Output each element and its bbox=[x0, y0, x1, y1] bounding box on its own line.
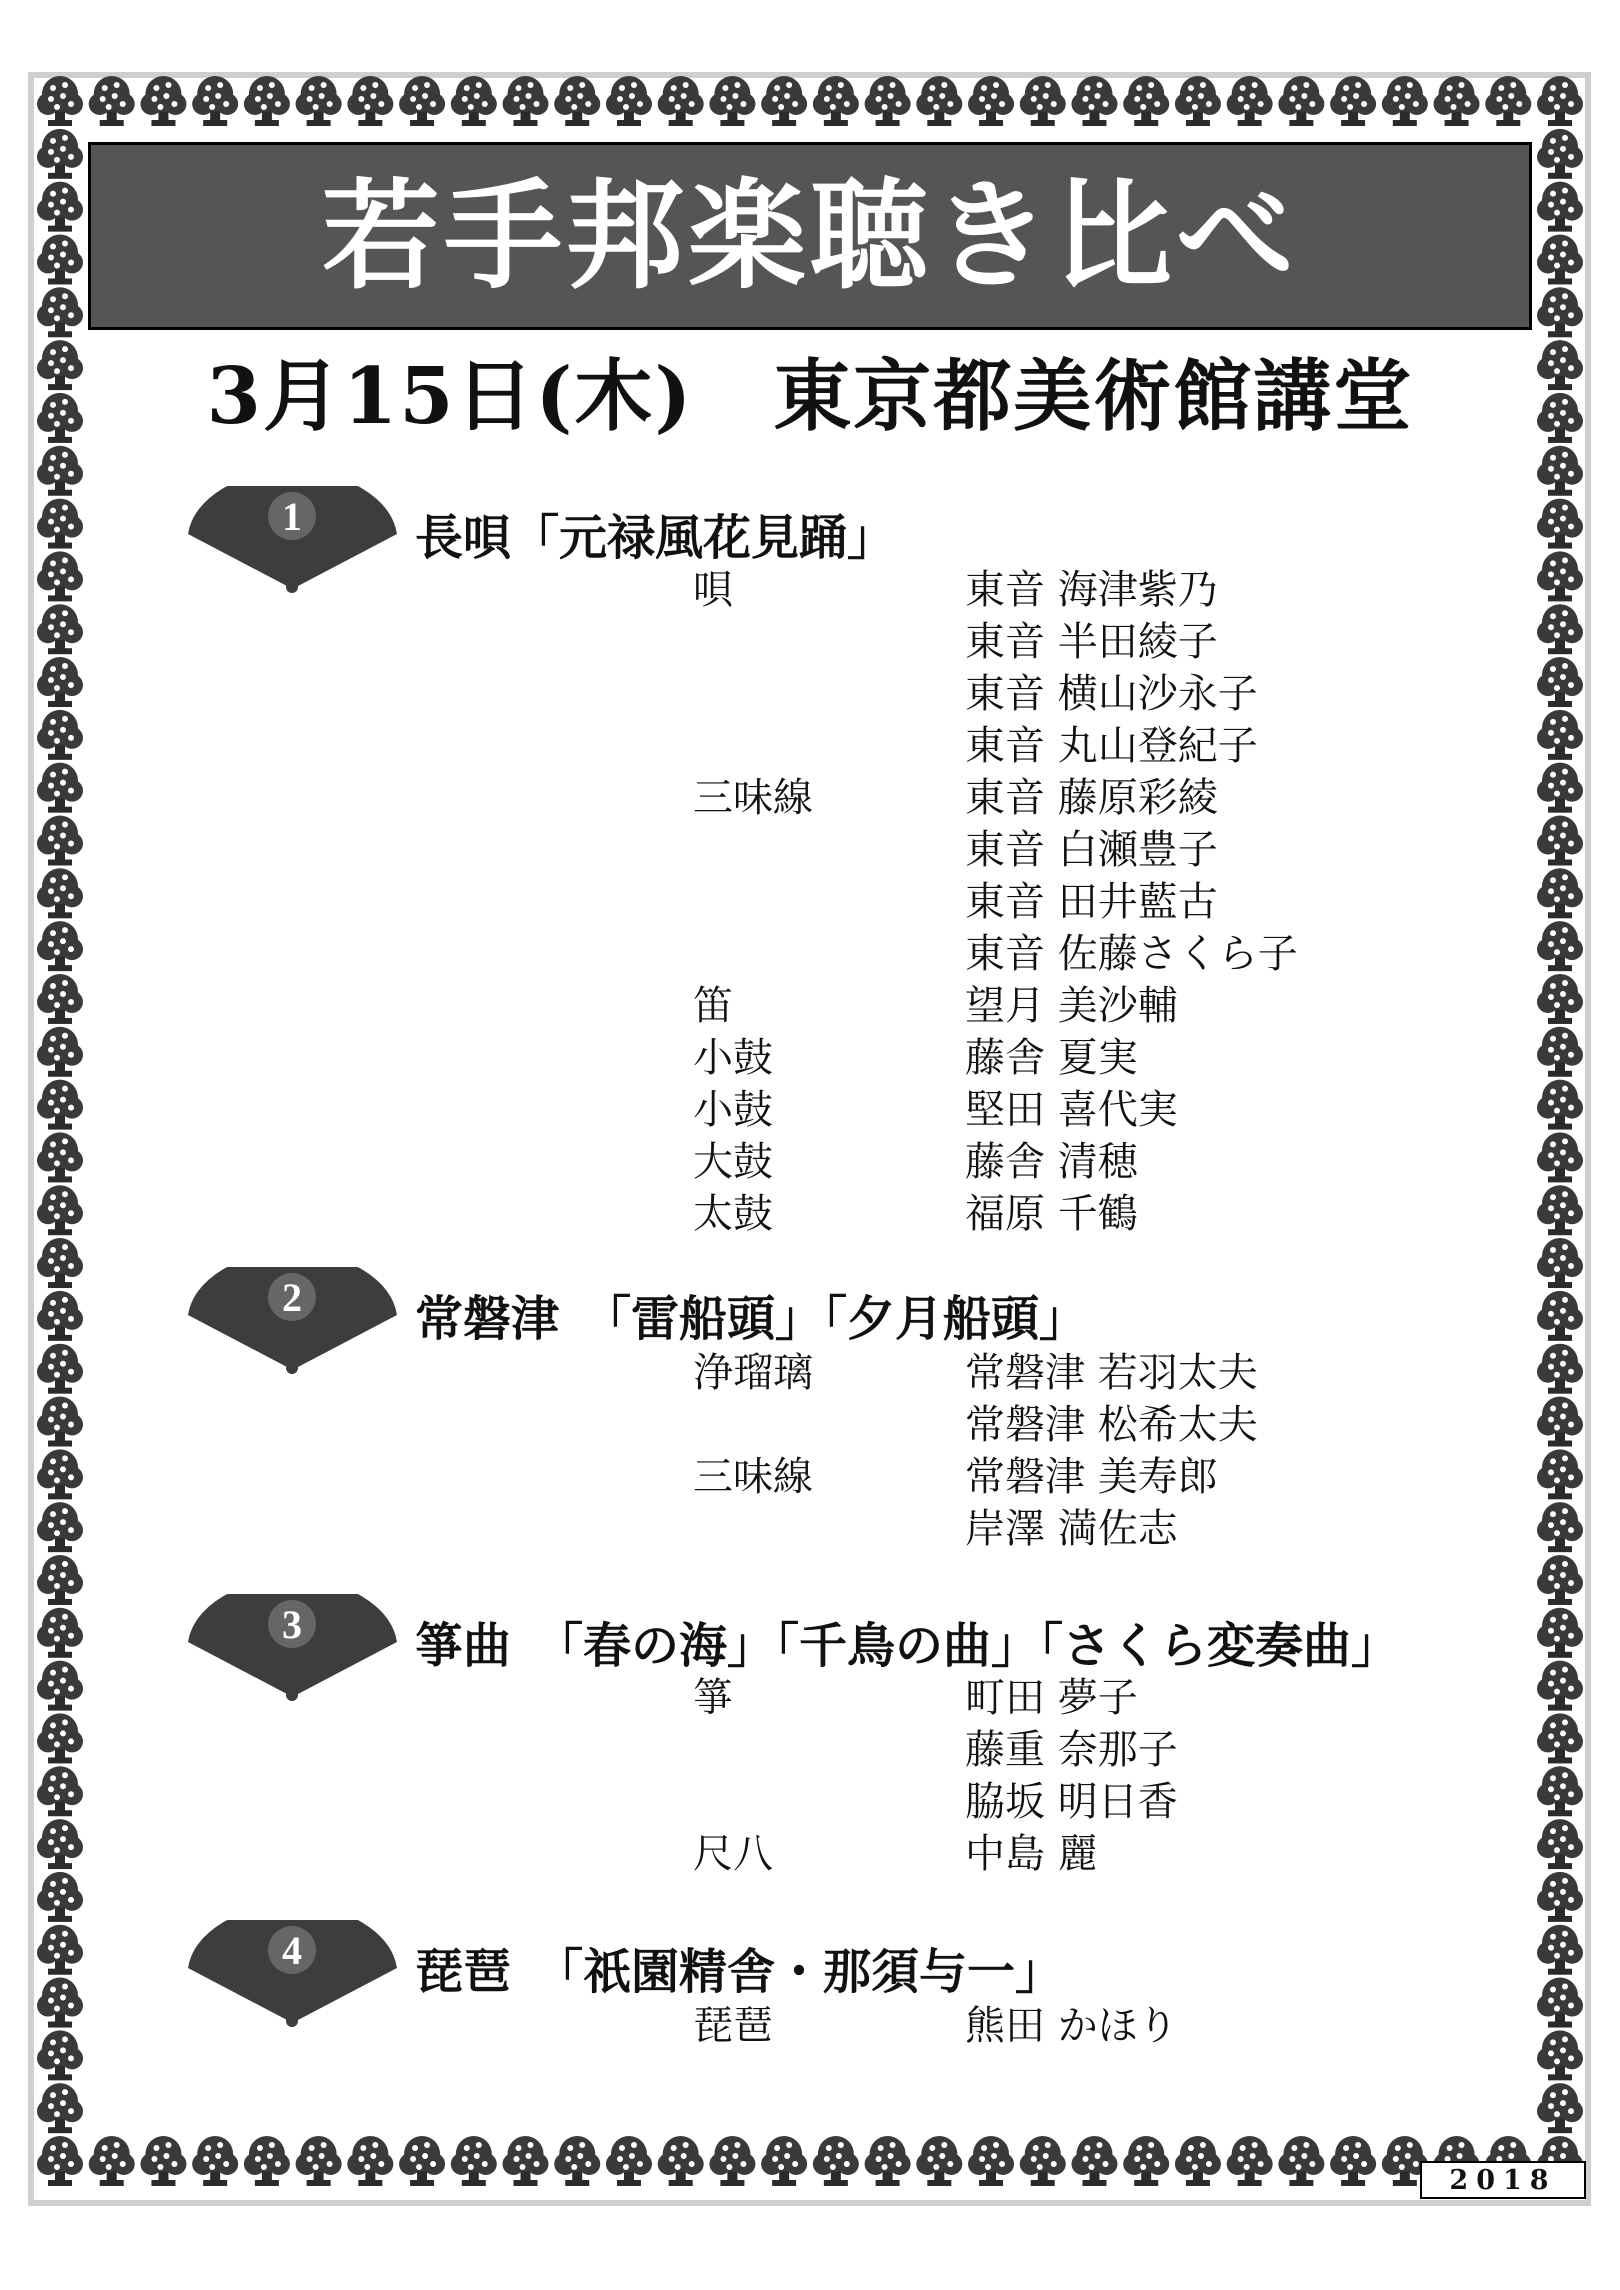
border-tree-icon bbox=[709, 2136, 755, 2186]
border-tree-icon bbox=[1537, 1978, 1583, 2028]
performer-name: 東音 半田綾子 bbox=[965, 619, 1218, 665]
border-tree-icon bbox=[37, 1027, 83, 1077]
border-tree-icon bbox=[1537, 129, 1583, 179]
performer-name: 堅田 喜代実 bbox=[965, 1087, 1178, 1133]
role-label: 浄瑠璃 bbox=[693, 1350, 813, 1396]
performer-name: 町田 夢子 bbox=[965, 1675, 1138, 1721]
border-tree-icon bbox=[140, 76, 186, 126]
border-tree-icon bbox=[709, 76, 755, 126]
border-tree-icon bbox=[37, 763, 83, 813]
border-tree-icon bbox=[1537, 2083, 1583, 2133]
border-tree-icon bbox=[1071, 76, 1117, 126]
border-tree-icon bbox=[37, 76, 83, 126]
border-tree-icon bbox=[37, 604, 83, 654]
border-tree-icon bbox=[296, 76, 342, 126]
border-tree-icon bbox=[37, 182, 83, 232]
border-tree-icon bbox=[1537, 1185, 1583, 1235]
border-tree-icon bbox=[37, 499, 83, 549]
border-tree-icon bbox=[37, 2136, 83, 2186]
border-tree-icon bbox=[1537, 1397, 1583, 1447]
border-tree-icon bbox=[1537, 1819, 1583, 1869]
border-tree-icon bbox=[1537, 657, 1583, 707]
role-label: 太鼓 bbox=[693, 1191, 773, 1237]
border-tree-icon bbox=[1537, 1661, 1583, 1711]
border-tree-icon bbox=[1537, 287, 1583, 337]
border-tree-icon bbox=[865, 2136, 911, 2186]
border-tree-icon bbox=[1537, 815, 1583, 865]
border-tree-icon bbox=[192, 76, 238, 126]
border-tree-icon bbox=[37, 1291, 83, 1341]
section-number: 3 bbox=[282, 1602, 302, 1647]
performer-name: 藤舎 清穂 bbox=[965, 1139, 1138, 1185]
border-tree-icon bbox=[37, 234, 83, 284]
event-date-venue: 3月15日(木) 東京都美術館講堂 bbox=[206, 351, 1414, 442]
folding-fan-icon bbox=[180, 1594, 405, 1706]
border-tree-icon bbox=[37, 1661, 83, 1711]
border-tree-icon bbox=[1537, 710, 1583, 760]
border-tree-icon bbox=[1434, 76, 1480, 126]
border-tree-icon bbox=[451, 2136, 497, 2186]
border-tree-icon bbox=[37, 287, 83, 337]
border-tree-icon bbox=[1278, 2136, 1324, 2186]
performer-name: 福原 千鶴 bbox=[965, 1191, 1138, 1237]
border-tree-icon bbox=[1537, 1449, 1583, 1499]
border-tree-icon bbox=[1227, 2136, 1273, 2186]
border-tree-icon bbox=[296, 2136, 342, 2186]
border-tree-icon bbox=[1537, 1713, 1583, 1763]
performer-name: 東音 海津紫乃 bbox=[965, 567, 1218, 613]
role-label: 三味線 bbox=[693, 775, 813, 821]
folding-fan-icon bbox=[180, 1920, 405, 2032]
folding-fan-icon bbox=[180, 1267, 405, 1379]
border-tree-icon bbox=[1537, 2030, 1583, 2080]
border-tree-icon bbox=[503, 2136, 549, 2186]
role-label: 笛 bbox=[693, 983, 733, 1029]
performer-name: 中島 麗 bbox=[965, 1831, 1098, 1877]
border-tree-icon bbox=[399, 76, 445, 126]
border-tree-icon bbox=[37, 1080, 83, 1130]
border-tree-icon bbox=[37, 129, 83, 179]
border-tree-icon bbox=[1175, 2136, 1221, 2186]
role-label: 小鼓 bbox=[693, 1035, 773, 1081]
border-tree-icon bbox=[968, 2136, 1014, 2186]
border-tree-icon bbox=[37, 1238, 83, 1288]
border-tree-icon bbox=[37, 921, 83, 971]
border-tree-icon bbox=[1227, 76, 1273, 126]
border-tree-icon bbox=[192, 2136, 238, 2186]
piece-title: 琵琶 「祇園精舎・那須与一」 bbox=[415, 1944, 1064, 2000]
border-tree-icon bbox=[1537, 1080, 1583, 1130]
border-tree-icon bbox=[554, 76, 600, 126]
role-label: 尺八 bbox=[693, 1831, 773, 1877]
border-tree-icon bbox=[37, 1819, 83, 1869]
border-tree-icon bbox=[37, 1185, 83, 1235]
performer-name: 脇坂 明日香 bbox=[965, 1779, 1178, 1825]
performer-name: 常磐津 松希太夫 bbox=[965, 1402, 1258, 1448]
border-tree-icon bbox=[37, 710, 83, 760]
border-tree-icon bbox=[1330, 2136, 1376, 2186]
border-tree-icon bbox=[347, 2136, 393, 2186]
border-tree-icon bbox=[37, 1872, 83, 1922]
border-tree-icon bbox=[968, 76, 1014, 126]
border-tree-icon bbox=[37, 1397, 83, 1447]
border-tree-icon bbox=[37, 1449, 83, 1499]
role-label: 琵琶 bbox=[693, 2003, 773, 2049]
performer-name: 東音 佐藤さくら子 bbox=[965, 931, 1298, 977]
border-tree-icon bbox=[1537, 1872, 1583, 1922]
border-tree-icon bbox=[1485, 76, 1531, 126]
piece-title: 箏曲 「春の海」「千鳥の曲」「さくら変奏曲」 bbox=[415, 1618, 1400, 1674]
border-tree-icon bbox=[37, 868, 83, 918]
border-tree-icon bbox=[37, 1344, 83, 1394]
border-tree-icon bbox=[37, 815, 83, 865]
border-tree-icon bbox=[1537, 763, 1583, 813]
role-label: 三味線 bbox=[693, 1454, 813, 1500]
performer-name: 藤重 奈那子 bbox=[965, 1727, 1178, 1773]
border-tree-icon bbox=[1537, 1132, 1583, 1182]
border-tree-icon bbox=[37, 1925, 83, 1975]
performer-name: 東音 横山沙永子 bbox=[965, 671, 1258, 717]
section-number: 4 bbox=[282, 1928, 302, 1973]
border-tree-icon bbox=[37, 551, 83, 601]
performer-name: 藤舎 夏実 bbox=[965, 1035, 1138, 1081]
border-tree-icon bbox=[813, 76, 859, 126]
border-tree-icon bbox=[1175, 76, 1221, 126]
piece-title: 常磐津 「雷船頭」「夕月船頭」 bbox=[415, 1291, 1088, 1347]
border-tree-icon bbox=[1330, 76, 1376, 126]
border-tree-icon bbox=[1071, 2136, 1117, 2186]
border-tree-icon bbox=[1537, 182, 1583, 232]
role-label: 唄 bbox=[693, 567, 733, 613]
page-title: 若手邦楽聴き比べ bbox=[321, 167, 1298, 305]
border-tree-icon bbox=[1123, 76, 1169, 126]
border-tree-icon bbox=[37, 1555, 83, 1605]
border-tree-icon bbox=[1537, 921, 1583, 971]
border-tree-icon bbox=[1123, 2136, 1169, 2186]
border-tree-icon bbox=[37, 2030, 83, 2080]
performer-name: 東音 丸山登紀子 bbox=[965, 723, 1258, 769]
border-tree-icon bbox=[37, 1713, 83, 1763]
border-tree-icon bbox=[1537, 1608, 1583, 1658]
border-tree-icon bbox=[1537, 76, 1583, 126]
border-tree-icon bbox=[1537, 868, 1583, 918]
border-tree-icon bbox=[1537, 1344, 1583, 1394]
performer-name: 常磐津 美寿郎 bbox=[965, 1454, 1218, 1500]
performer-name: 東音 白瀬豊子 bbox=[965, 827, 1218, 873]
border-tree-icon bbox=[1278, 76, 1324, 126]
border-tree-icon bbox=[451, 76, 497, 126]
role-label: 小鼓 bbox=[693, 1087, 773, 1133]
border-tree-icon bbox=[140, 2136, 186, 2186]
border-tree-icon bbox=[865, 76, 911, 126]
border-tree-icon bbox=[1537, 499, 1583, 549]
border-tree-icon bbox=[658, 76, 704, 126]
border-tree-icon bbox=[658, 2136, 704, 2186]
performer-name: 東音 田井藍古 bbox=[965, 879, 1218, 925]
border-tree-icon bbox=[1020, 76, 1066, 126]
border-tree-icon bbox=[1537, 1555, 1583, 1605]
border-tree-icon bbox=[606, 76, 652, 126]
border-tree-icon bbox=[554, 2136, 600, 2186]
border-tree-icon bbox=[1537, 1925, 1583, 1975]
title-banner bbox=[88, 142, 1532, 330]
border-tree-icon bbox=[1537, 1766, 1583, 1816]
border-tree-icon bbox=[37, 446, 83, 496]
border-tree-icon bbox=[1537, 446, 1583, 496]
year-label: 2018 bbox=[1420, 2161, 1586, 2199]
border-tree-icon bbox=[1537, 1291, 1583, 1341]
border-tree-icon bbox=[1537, 1238, 1583, 1288]
border-tree-icon bbox=[37, 1978, 83, 2028]
border-tree-icon bbox=[37, 1766, 83, 1816]
border-tree-icon bbox=[1020, 2136, 1066, 2186]
performer-name: 常磐津 若羽太夫 bbox=[965, 1350, 1258, 1396]
border-tree-icon bbox=[1382, 76, 1428, 126]
border-tree-icon bbox=[1537, 974, 1583, 1024]
border-tree-icon bbox=[761, 2136, 807, 2186]
border-tree-icon bbox=[1537, 1027, 1583, 1077]
border-tree-icon bbox=[37, 974, 83, 1024]
section-number: 1 bbox=[282, 494, 302, 539]
border-tree-icon bbox=[89, 76, 135, 126]
border-tree-icon bbox=[813, 2136, 859, 2186]
border-tree-icon bbox=[503, 76, 549, 126]
border-tree-icon bbox=[89, 2136, 135, 2186]
border-tree-icon bbox=[37, 657, 83, 707]
border-tree-icon bbox=[244, 2136, 290, 2186]
border-tree-icon bbox=[37, 1608, 83, 1658]
piece-title: 長唄「元禄風花見踊」 bbox=[415, 510, 896, 566]
border-tree-icon bbox=[37, 1502, 83, 1552]
performer-name: 望月 美沙輔 bbox=[965, 983, 1178, 1029]
folding-fan-icon bbox=[180, 486, 405, 598]
border-tree-icon bbox=[1537, 551, 1583, 601]
role-label: 大鼓 bbox=[693, 1139, 773, 1185]
border-tree-icon bbox=[244, 76, 290, 126]
border-tree-icon bbox=[1537, 234, 1583, 284]
border-tree-icon bbox=[37, 1132, 83, 1182]
border-tree-icon bbox=[916, 2136, 962, 2186]
border-tree-icon bbox=[37, 2083, 83, 2133]
border-tree-icon bbox=[606, 2136, 652, 2186]
border-tree-icon bbox=[1537, 1502, 1583, 1552]
performer-name: 岸澤 満佐志 bbox=[965, 1506, 1178, 1552]
performer-name: 東音 藤原彩綾 bbox=[965, 775, 1218, 821]
border-tree-icon bbox=[1537, 604, 1583, 654]
border-tree-icon bbox=[916, 76, 962, 126]
border-tree-icon bbox=[347, 76, 393, 126]
section-number: 2 bbox=[282, 1275, 302, 1320]
border-tree-icon bbox=[399, 2136, 445, 2186]
performer-name: 熊田 かほり bbox=[965, 2003, 1178, 2049]
role-label: 箏 bbox=[693, 1675, 733, 1721]
border-tree-icon bbox=[761, 76, 807, 126]
